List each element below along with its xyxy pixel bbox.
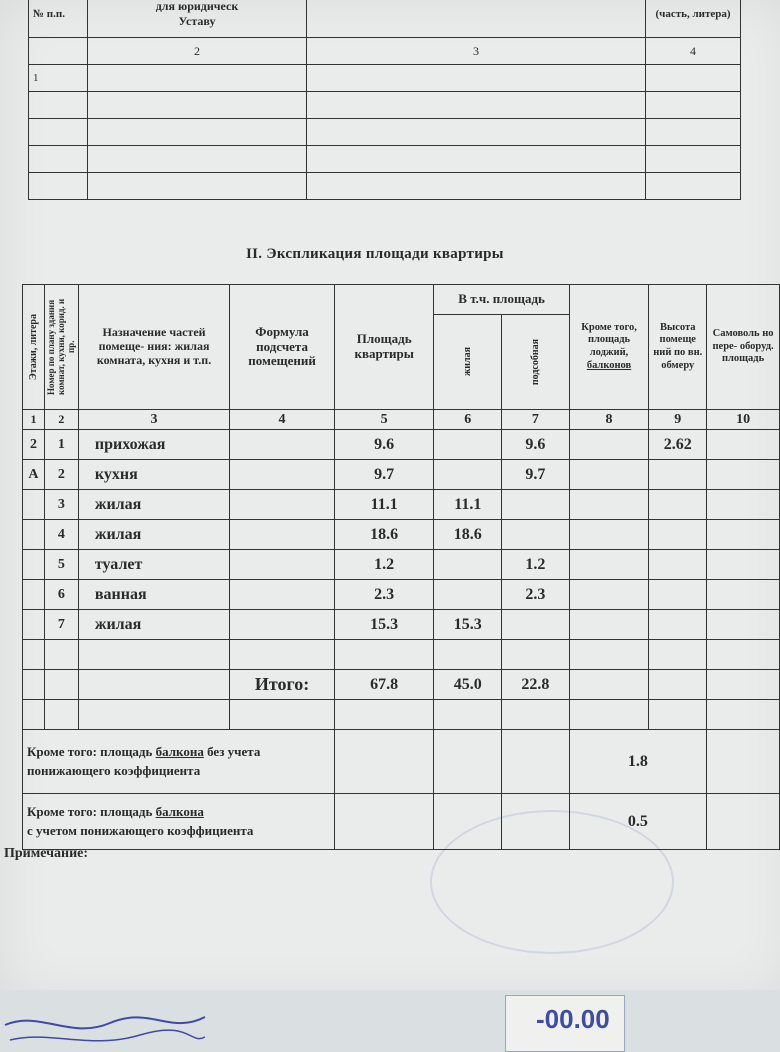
header-formula: Формула подсчета помещений	[230, 285, 335, 410]
cell-loggia	[569, 460, 649, 490]
top-header-empty	[307, 0, 646, 38]
cell-height	[649, 610, 707, 640]
cell-number: 1	[44, 430, 78, 460]
cell-area: 11.1	[334, 490, 434, 520]
header-purpose: Назначение частей помеще- ния: жилая комната, кухня и т.п.	[78, 285, 229, 410]
cell-floor	[23, 490, 45, 520]
cell-loggia	[569, 550, 649, 580]
top-header-num: № п.п.	[29, 0, 88, 38]
cell-area: 2.3	[334, 580, 434, 610]
top-row-1: 1	[29, 65, 88, 92]
cell-floor: 2	[23, 430, 45, 460]
cell-auxiliary: 9.7	[502, 460, 570, 490]
cell-formula	[230, 610, 335, 640]
header-plan-number: Номер по плану здания комнат, кухни, корид. и пр.	[44, 285, 78, 410]
colnum-5: 5	[334, 410, 434, 430]
cell-purpose: жилая	[78, 520, 229, 550]
cell-unauthorized	[707, 430, 780, 460]
cell-unauthorized	[707, 580, 780, 610]
cell-auxiliary: 9.6	[502, 430, 570, 460]
header-incl-area: В т.ч. площадь	[434, 285, 569, 315]
header-living: жилая	[434, 315, 502, 410]
colnum-1: 1	[23, 410, 45, 430]
total-label: Итого:	[230, 670, 335, 700]
cell-height	[649, 460, 707, 490]
total-area: 67.8	[334, 670, 434, 700]
cell-floor	[23, 580, 45, 610]
header-unauthorized: Самоволь но пере- оборуд. площадь	[707, 285, 780, 410]
cell-unauthorized	[707, 610, 780, 640]
table-row	[23, 460, 780, 490]
cell-number: 6	[44, 580, 78, 610]
header-height: Высота помеще ний по вн. обмеру	[649, 285, 707, 410]
balcony-no-coef-label: Кроме того: площадь балкона без учета понижающего коэффициента	[23, 730, 335, 794]
cell-purpose: жилая	[78, 610, 229, 640]
cell-height	[649, 580, 707, 610]
cell-formula	[230, 430, 335, 460]
cell-number: 5	[44, 550, 78, 580]
table-row	[23, 520, 780, 550]
table-row	[23, 550, 780, 580]
cell-living: 15.3	[434, 610, 502, 640]
header-auxiliary: подсобная	[502, 315, 570, 410]
cell-unauthorized	[707, 490, 780, 520]
balcony-coef-value: 0.5	[569, 794, 706, 850]
table-body	[23, 430, 780, 640]
colnum-7: 7	[502, 410, 570, 430]
cell-area: 18.6	[334, 520, 434, 550]
top-colnum-2: 2	[88, 38, 307, 65]
cell-formula	[230, 460, 335, 490]
cell-living	[434, 580, 502, 610]
cell-formula	[230, 580, 335, 610]
note-label: Примечание:	[4, 846, 89, 861]
top-table	[28, 0, 741, 200]
cell-living: 18.6	[434, 520, 502, 550]
cell-number: 3	[44, 490, 78, 520]
cell-area: 9.6	[334, 430, 434, 460]
cell-unauthorized	[707, 460, 780, 490]
cell-loggia	[569, 520, 649, 550]
cell-floor	[23, 520, 45, 550]
cell-auxiliary	[502, 490, 570, 520]
cell-purpose: туалет	[78, 550, 229, 580]
cell-floor: А	[23, 460, 45, 490]
header-area: Площадь квартиры	[334, 285, 434, 410]
cell-living	[434, 430, 502, 460]
cell-area: 9.7	[334, 460, 434, 490]
cell-living: 11.1	[434, 490, 502, 520]
top-colnum-4: 4	[646, 38, 741, 65]
cell-purpose: кухня	[78, 460, 229, 490]
cell-formula	[230, 490, 335, 520]
cell-formula	[230, 520, 335, 550]
colnum-8: 8	[569, 410, 649, 430]
table-row	[23, 610, 780, 640]
total-living: 45.0	[434, 670, 502, 700]
section-title: II. Экспликация площади квартиры	[246, 246, 504, 262]
colnum-10: 10	[707, 410, 780, 430]
cell-living	[434, 550, 502, 580]
cell-number: 4	[44, 520, 78, 550]
top-header-legal: для юридическ Уставу	[88, 0, 307, 38]
blue-stamp-scribble	[0, 1005, 210, 1052]
cell-floor	[23, 610, 45, 640]
cell-loggia	[569, 580, 649, 610]
cell-number: 7	[44, 610, 78, 640]
cell-auxiliary	[502, 520, 570, 550]
cell-auxiliary	[502, 610, 570, 640]
cell-formula	[230, 550, 335, 580]
cell-unauthorized	[707, 520, 780, 550]
cell-height	[649, 550, 707, 580]
cell-purpose: жилая	[78, 490, 229, 520]
top-colnum-3: 3	[307, 38, 646, 65]
cell-living	[434, 460, 502, 490]
cell-area: 15.3	[334, 610, 434, 640]
cell-loggia	[569, 430, 649, 460]
table-row	[23, 430, 780, 460]
colnum-2: 2	[44, 410, 78, 430]
balcony-coef-label: Кроме того: площадь балкона с учетом понижающего коэффициента	[23, 794, 335, 850]
cell-auxiliary: 1.2	[502, 550, 570, 580]
balcony-no-coef-value: 1.8	[569, 730, 706, 794]
cell-purpose: прихожая	[78, 430, 229, 460]
cell-floor	[23, 550, 45, 580]
total-auxiliary: 22.8	[502, 670, 570, 700]
cell-area: 1.2	[334, 550, 434, 580]
colnum-9: 9	[649, 410, 707, 430]
cell-auxiliary: 2.3	[502, 580, 570, 610]
header-floor: Этажи, литера	[23, 285, 45, 410]
cell-loggia	[569, 610, 649, 640]
cell-height	[649, 490, 707, 520]
table-row	[23, 580, 780, 610]
header-loggia: Кроме того, площадь лоджий, балконов	[569, 285, 649, 410]
cell-loggia	[569, 490, 649, 520]
colnum-3: 3	[78, 410, 229, 430]
colnum-4: 4	[230, 410, 335, 430]
top-header-part: (часть, литера)	[646, 0, 741, 38]
table-row	[23, 490, 780, 520]
cell-number: 2	[44, 460, 78, 490]
cell-unauthorized	[707, 550, 780, 580]
colnum-6: 6	[434, 410, 502, 430]
cell-purpose: ванная	[78, 580, 229, 610]
explication-table	[22, 284, 780, 850]
cell-height	[649, 520, 707, 550]
cell-height: 2.62	[649, 430, 707, 460]
bottom-stamp: -00.00	[505, 995, 625, 1052]
